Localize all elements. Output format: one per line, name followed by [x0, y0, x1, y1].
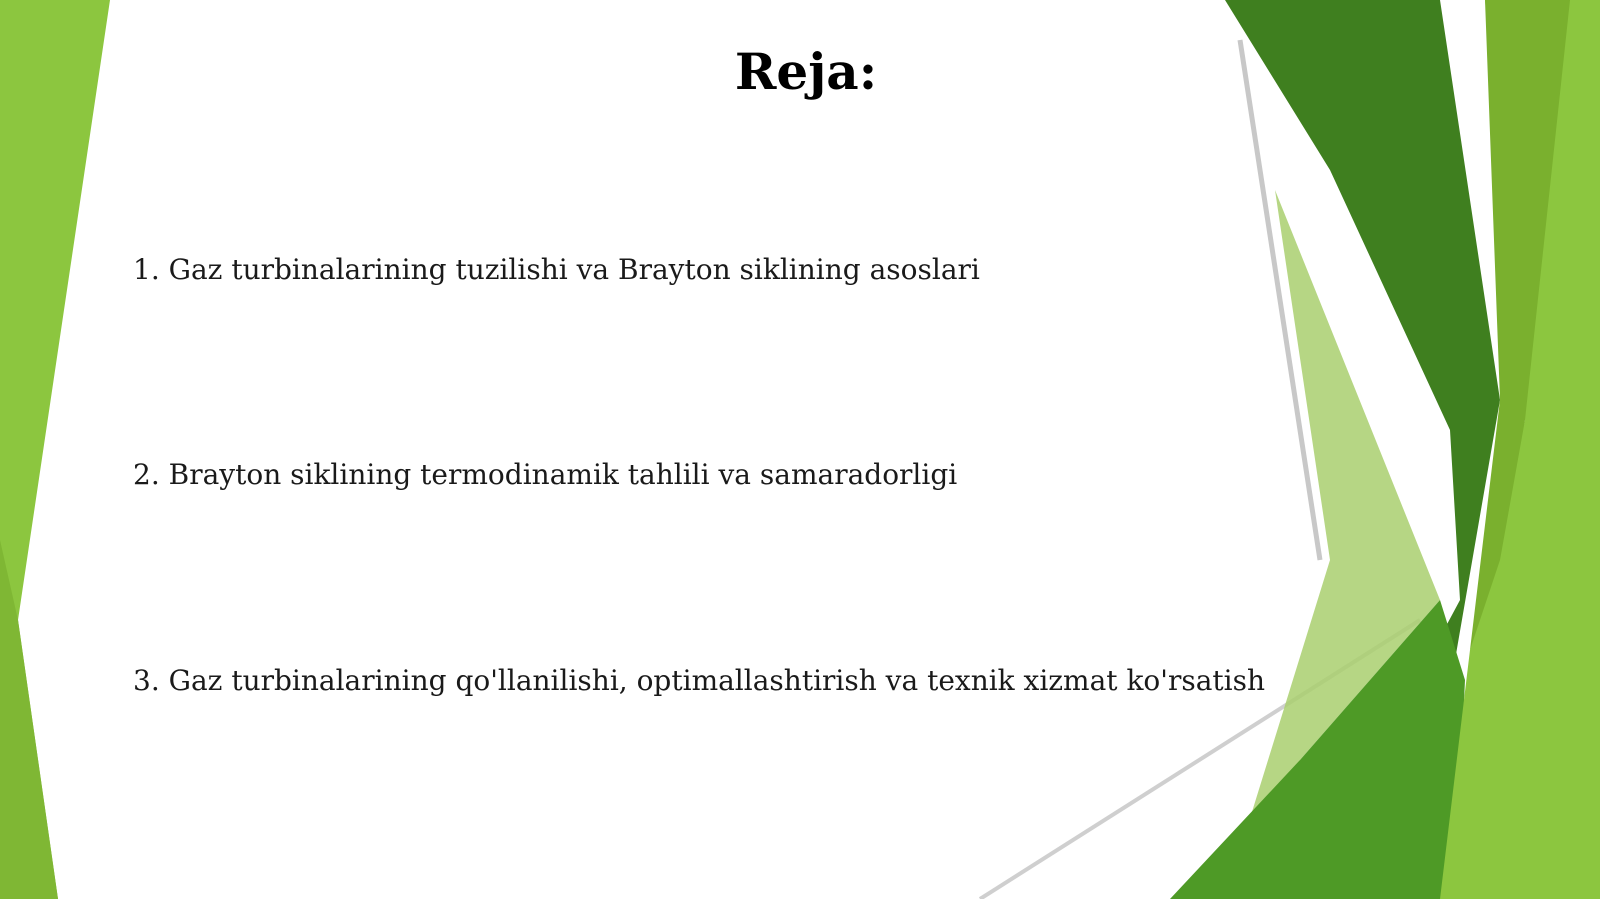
plan-item-1: 1. Gaz turbinalarining tuzilishi va Brayton siklining asoslari: [133, 253, 980, 286]
left-green-band-shade: [0, 540, 58, 899]
plan-item-2: 2. Brayton siklining termodinamik tahlili va samaradorligi: [133, 458, 958, 491]
plan-item-3: 3. Gaz turbinalarining qo'llanilishi, optimallashtirish va texnik xizmat ko'rsatish: [133, 664, 1266, 697]
slide-title: Reja:: [734, 42, 878, 101]
